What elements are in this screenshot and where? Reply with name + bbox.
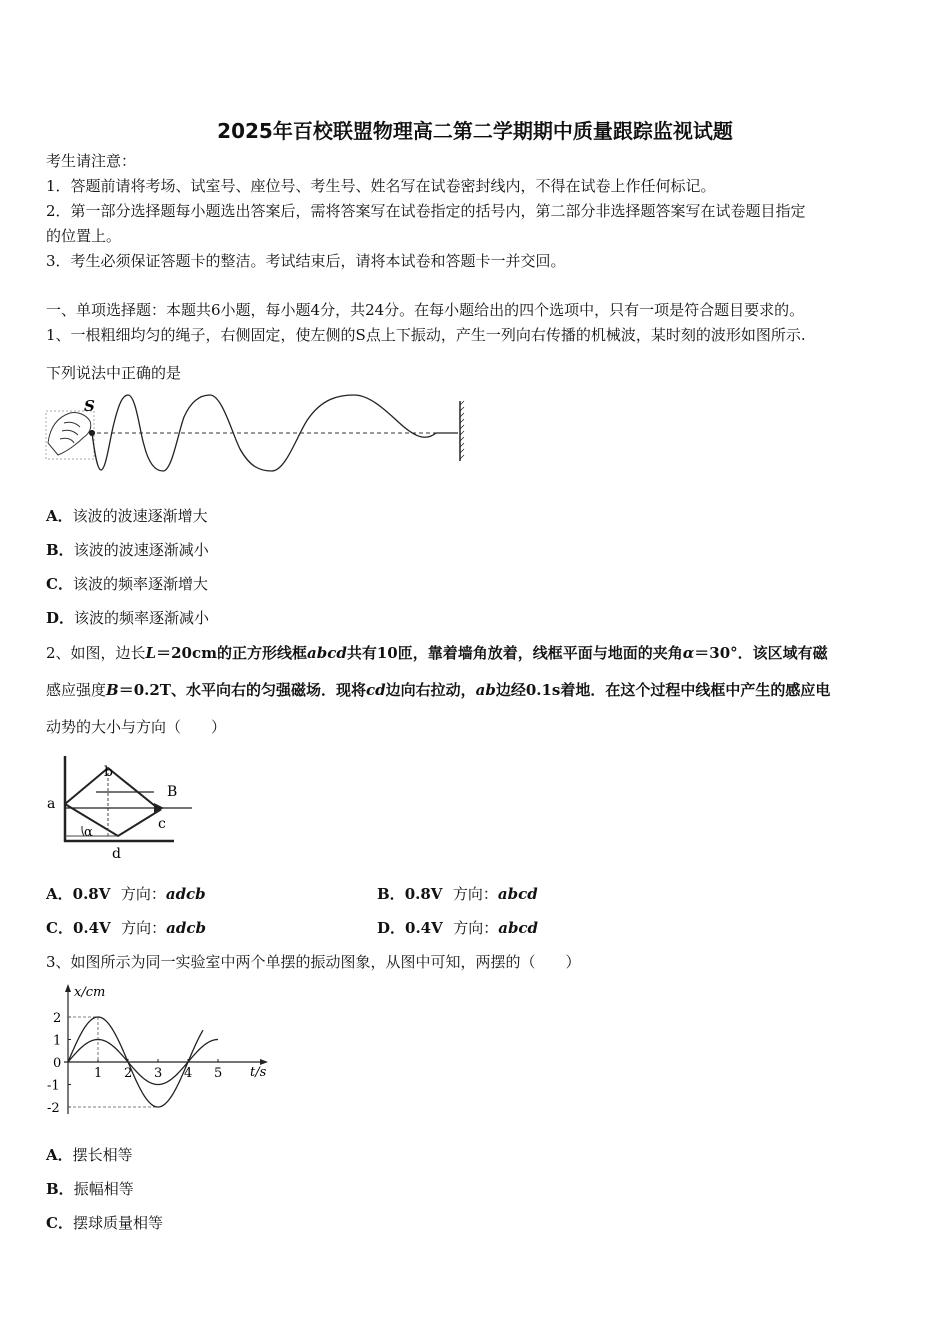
q2-option-d[interactable]: D．0.4V 方向：abcd xyxy=(377,919,539,937)
source-label: S xyxy=(84,397,95,415)
q2-option-b[interactable]: B．0.8V 方向：abcd xyxy=(377,885,538,903)
q2-frame-figure xyxy=(44,752,196,864)
page-title: 2025年百校联盟物理高二第二学期期中质量跟踪监视试题 xyxy=(217,119,733,143)
x-tick-label: 3 xyxy=(154,1066,163,1081)
label-field-b: B xyxy=(167,784,178,800)
label-d: d xyxy=(112,846,121,862)
y-tick-label: 1 xyxy=(53,1033,62,1049)
notice-heading: 考生请注意： xyxy=(46,152,137,170)
label-alpha: α xyxy=(84,825,93,840)
q3-oscillation-chart xyxy=(44,982,276,1118)
q1-stem-cont: 下列说法中正确的是 xyxy=(46,364,182,382)
q1-option-a[interactable] xyxy=(46,506,208,526)
q2-stem-line3: 动势的大小与方向（ ） xyxy=(46,718,227,736)
q2-stem-line1: 2、如图，边长L＝20cm的正方形线框abcd共有10匝，靠着墙角放着，线框平面与地面的夹角α＝30°．该区域有磁 xyxy=(46,644,828,662)
q3-option-c[interactable] xyxy=(46,1213,163,1233)
x-tick-label: 1 xyxy=(94,1066,103,1081)
label-a: a xyxy=(47,796,56,812)
y-tick-label: 2 xyxy=(53,1011,62,1026)
option-letter: A． xyxy=(46,1146,73,1164)
option-text: 摆球质量相等 xyxy=(72,1214,163,1232)
q1-wave-figure xyxy=(44,393,474,475)
q1-option-c[interactable] xyxy=(46,574,208,594)
option-letter: B． xyxy=(46,541,74,559)
q1-option-b[interactable] xyxy=(46,540,209,560)
notice-item: 2．第一部分选择题每小题选出答案后，需将答案写在试卷指定的括号内，第二部分非选择题答案写在试卷题目指定 xyxy=(46,202,806,220)
y-axis-arrow-icon xyxy=(65,984,71,992)
notice-item: 3．考生必须保证答题卡的整洁。考试结束后，请将本试卷和答题卡一并交回。 xyxy=(46,252,566,270)
label-b: b xyxy=(104,764,113,780)
y-tick-label: -2 xyxy=(47,1101,60,1116)
x-tick-label: 2 xyxy=(124,1066,133,1081)
q1-stem: 1、一根粗细均匀的绳子，右侧固定，使左侧的S点上下振动，产生一列向右传播的机械波，某时刻的波形如图所示. xyxy=(46,326,806,344)
option-letter: D． xyxy=(46,609,75,627)
option-letter: A． xyxy=(46,507,73,525)
hand-icon xyxy=(46,411,94,459)
notice-item: 1．答题前请将考场、试室号、座位号、考生号、姓名写在试卷密封线内，不得在试卷上作任何标记。 xyxy=(46,177,716,195)
y-axis-label: x/cm xyxy=(74,985,106,1000)
option-text: 该波的频率逐渐减小 xyxy=(74,609,210,627)
x-tick-label: 5 xyxy=(214,1066,223,1081)
notice-item: 的位置上。 xyxy=(46,227,122,245)
q3-option-b[interactable] xyxy=(46,1179,134,1199)
q1-option-d[interactable] xyxy=(46,608,209,628)
q2-option-a[interactable]: A．0.8V 方向：adcb xyxy=(46,885,206,903)
q2-option-c[interactable]: C．0.4V 方向：adcb xyxy=(46,919,206,937)
q2-stem-line2: 感应强度B＝0.2T、水平向右的匀强磁场．现将cd边向右拉动，ab边经0.1s着地．在这个过程中线框中产生的感应电 xyxy=(46,681,831,699)
option-letter: B． xyxy=(46,1180,74,1198)
x-axis-label: t/s xyxy=(250,1065,267,1080)
option-letter: C． xyxy=(46,1214,73,1232)
label-c: c xyxy=(158,816,166,832)
option-text: 该波的波速逐渐增大 xyxy=(72,507,208,525)
x-tick-label: 4 xyxy=(184,1066,193,1081)
section-heading: 一、单项选择题：本题共6小题，每小题4分，共24分。在每小题给出的四个选项中，只有一项是符合题目要求的。 xyxy=(46,301,805,319)
y-tick-label: 0 xyxy=(53,1056,62,1071)
option-text: 该波的波速逐渐减小 xyxy=(73,541,209,559)
option-text: 振幅相等 xyxy=(73,1180,134,1198)
q3-option-a[interactable] xyxy=(46,1145,133,1165)
q3-stem: 3、如图所示为同一实验室中两个单摆的振动图象，从图中可知，两摆的（ ） xyxy=(46,953,581,971)
option-text: 摆长相等 xyxy=(72,1146,133,1164)
y-tick-label: -1 xyxy=(47,1078,60,1094)
option-text: 该波的频率逐渐增大 xyxy=(72,575,208,593)
option-letter: C． xyxy=(46,575,73,593)
